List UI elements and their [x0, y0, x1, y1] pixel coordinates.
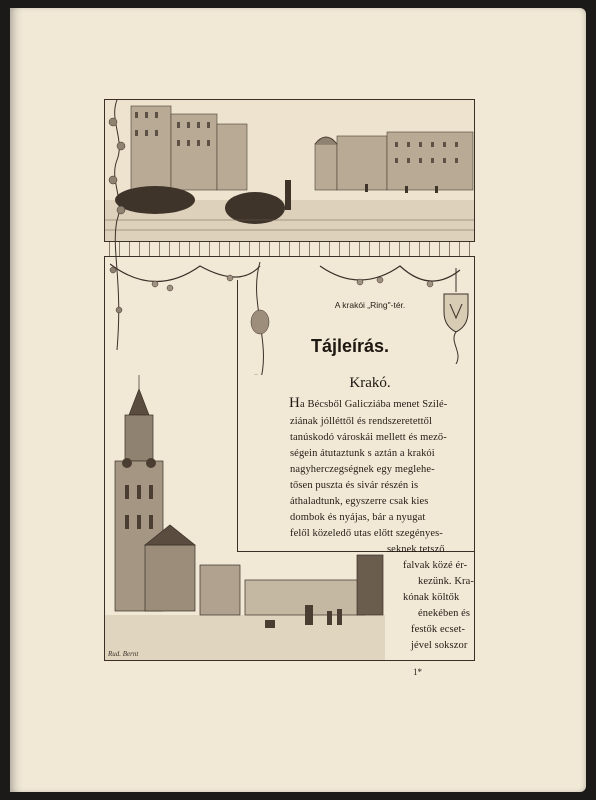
text-line: seknek tetsző [387, 544, 445, 555]
text-line: kezünk. Kra- [418, 576, 475, 587]
ornamental-band [104, 241, 475, 257]
text-line: a Bécsből Galicziába menet Szilé- [300, 399, 448, 410]
text-line: felől közeledő utas előtt szegényes- [290, 528, 443, 539]
text-line: falvak közé ér- [403, 560, 468, 571]
market-square-engraving [105, 100, 474, 241]
text-line: jével sokszor [411, 640, 468, 651]
text-line: ségein átutaztunk s aztán a krakói [290, 448, 435, 459]
text-line: dombok és nyájas, bár a nyugat [290, 512, 426, 523]
artist-signature: Rud. Bernt [108, 650, 139, 658]
text-line: nagyherczegségnek egy meglehe- [290, 464, 435, 475]
section-subheading: Krakó. [349, 375, 391, 391]
drop-cap: H [289, 395, 300, 411]
text-line: tősen puszta és sivár részén is [290, 480, 419, 491]
illustration-caption: A krakói „Ring"-tér. [334, 300, 406, 310]
section-heading: Tájleírás. [310, 336, 390, 356]
text-line: festők ecset- [411, 624, 466, 635]
text-line: áthaladtunk, egyszerre csak kies [290, 496, 429, 507]
page-number: 1* [413, 667, 422, 677]
text-line: kónak költők [403, 592, 460, 603]
text-line: tanúskodó városkái mellett és mező- [290, 432, 447, 443]
text-line: énekében és [418, 608, 471, 619]
text-line: ziának jólléttől és rendszeretettől [290, 416, 432, 427]
floral-garland-ornament [105, 100, 129, 350]
